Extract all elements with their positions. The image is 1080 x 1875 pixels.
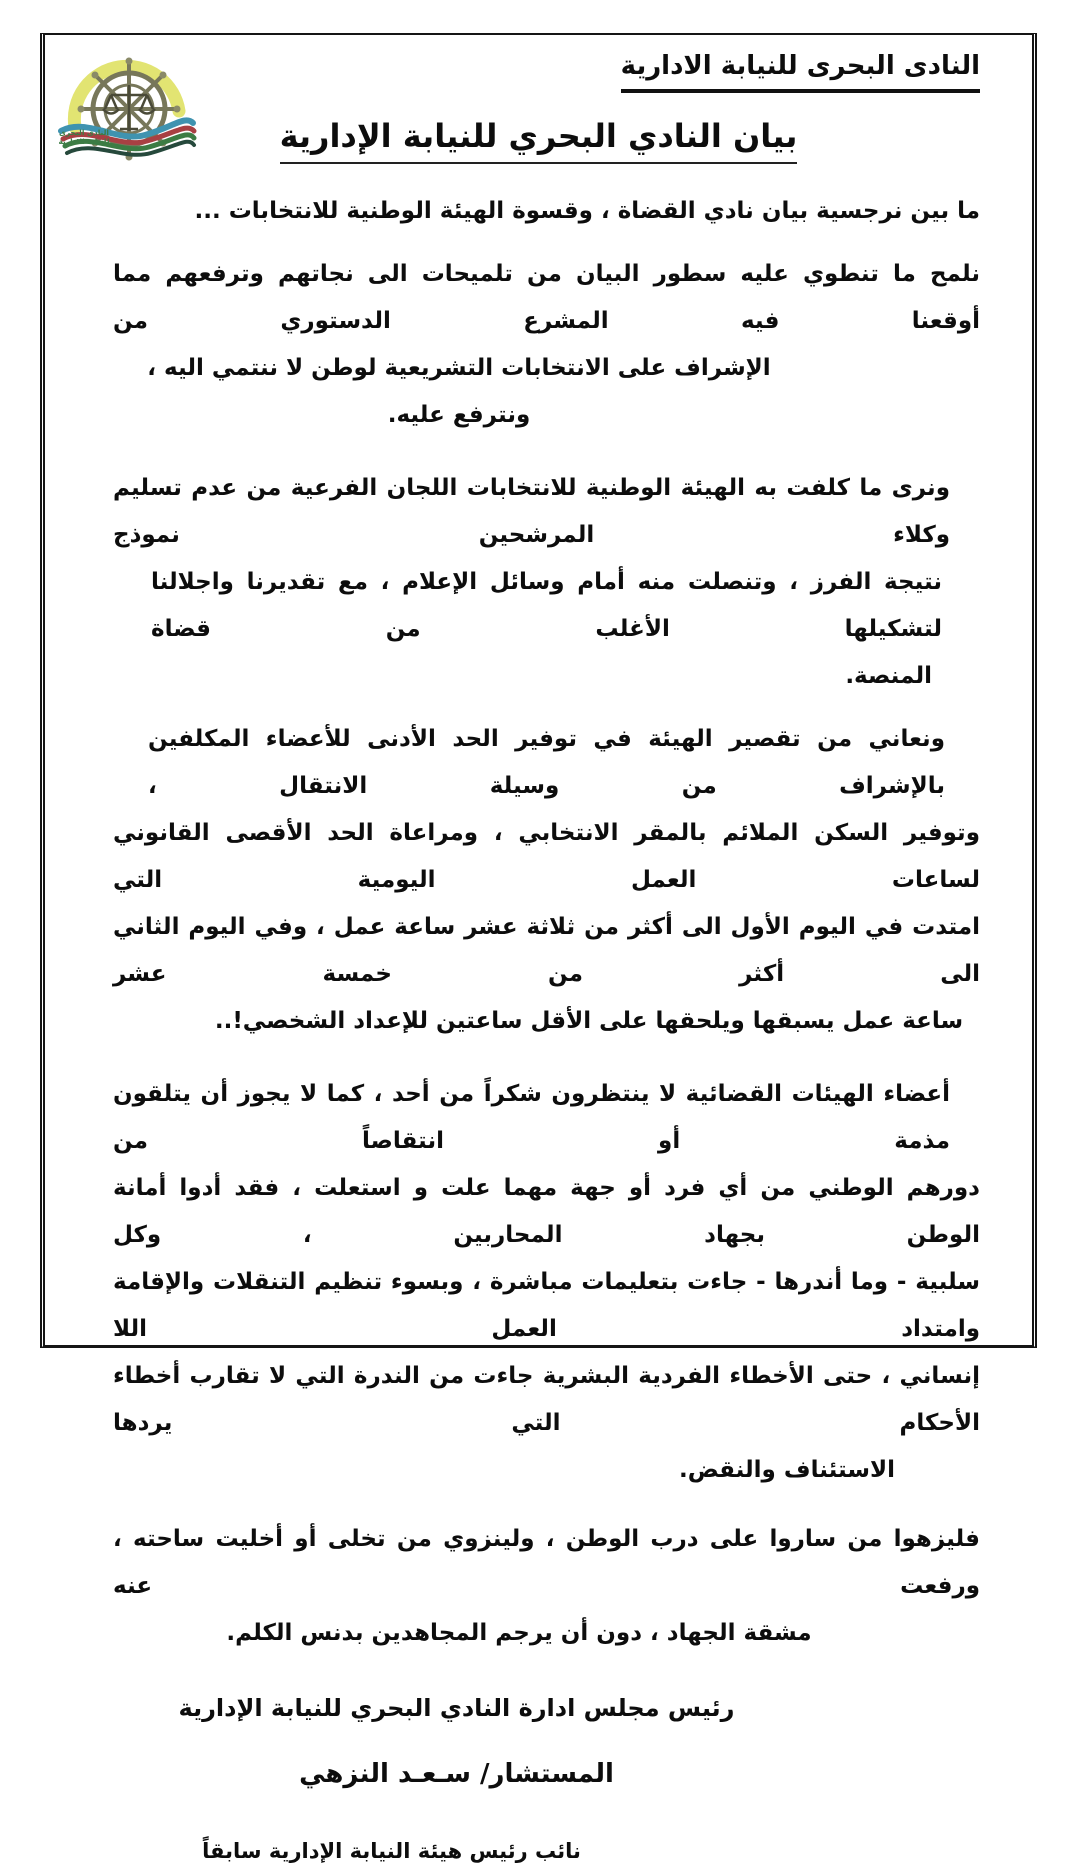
naval-club-emblem bbox=[57, 39, 197, 169]
paragraph-line: فليزهوا من ساروا على درب الوطن ، ولينزوي من تخلى أو أخليت ساحته ، ورفعت عنه bbox=[113, 1526, 980, 1599]
svg-text:النادى البحرى: النادى البحرى bbox=[59, 128, 109, 137]
paragraph-line: الإشراف على الانتخابات التشريعية لوطن لا ننتمي اليه ، ونترفع عليه. bbox=[147, 355, 771, 428]
paragraph-line: نلمح ما تنطوي عليه سطور البيان من تلميحات الى نجاتهم وترفعهم مما أوقعنا فيه المشرع الدستوري من bbox=[113, 261, 980, 334]
paragraph-line: نتيجة الفرز ، وتنصلت منه أمام وسائل الإعلام ، مع تقديرنا واجلالنا لتشكيلها الأغلب من قضاة bbox=[151, 569, 942, 642]
svg-text:للنيابة الادارية: للنيابة الادارية bbox=[58, 137, 110, 146]
paragraph-line: امتدت في اليوم الأول الى أكثر من ثلاثة عشر ساعة عمل ، وفي اليوم الثاني الى أكثر من خمسة عشر bbox=[113, 914, 980, 987]
paragraph-2 bbox=[113, 465, 980, 700]
paragraph-line: دورهم الوطني من أي فرد أو جهة مهما علت و استعلت ، فقد أدوا أمانة الوطن بجهاد المحاربين ، وكل bbox=[113, 1175, 980, 1248]
paragraph-line: أعضاء الهيئات القضائية لا ينتظرون شكراً من أحد ، كما لا يجوز أن يتلقون مذمة أو انتقاصاً من bbox=[113, 1081, 950, 1154]
signer-name: المستشار/ سـعـد النزهي bbox=[299, 1759, 614, 1789]
paragraph-5 bbox=[113, 1516, 980, 1657]
letterhead-club-name: النادى البحرى للنيابة الادارية bbox=[45, 51, 980, 93]
signature-block bbox=[113, 1683, 980, 1875]
paragraph-line: ونرى ما كلفت به الهيئة الوطنية للانتخابات اللجان الفرعية من عدم تسليم وكلاء المرشحين نموذج bbox=[113, 475, 950, 548]
paragraph-line: وتوفير السكن الملائم بالمقر الانتخابي ، ومراعاة الحد الأقصى القانوني لساعات العمل اليومية التي bbox=[113, 820, 980, 893]
paragraph-1 bbox=[113, 251, 980, 439]
signer-former-role: نائب رئيس هيئة النيابة الإدارية سابقاً bbox=[202, 1839, 581, 1863]
paragraph-4 bbox=[113, 1071, 980, 1494]
paragraph-line: ساعة عمل يسبقها ويلحقها على الأقل ساعتين للإعداد الشخصي!.. bbox=[214, 1008, 964, 1034]
paragraph-line: مشقة الجهاد ، دون أن يرجم المجاهدين بدنس الكلم. bbox=[226, 1620, 812, 1646]
paragraph-line: إنساني ، حتى الأخطاء الفردية البشرية جاءت من الندرة التي لا تقارب أخطاء الأحكام التي يردها bbox=[113, 1363, 980, 1436]
intro-line: ما بين نرجسية بيان نادي القضاة ، وقسوة الهيئة الوطنية للانتخابات ... bbox=[194, 198, 980, 224]
paragraph-3 bbox=[113, 716, 980, 1045]
paragraph-line: ونعاني من تقصير الهيئة في توفير الحد الأدنى للأعضاء المكلفين بالإشراف من وسيلة الانتقال ، bbox=[148, 726, 945, 799]
signer-role: رئيس مجلس ادارة النادي البحري للنيابة الإدارية bbox=[178, 1694, 735, 1722]
document-body bbox=[45, 188, 1032, 1875]
page-title: بيان النادي البحري للنيابة الإدارية bbox=[45, 117, 1032, 164]
paragraph-line: الاستئناف والنقض. bbox=[678, 1457, 895, 1483]
document-page bbox=[40, 33, 1037, 1863]
paragraph-line: سلبية - وما أندرها - جاءت بتعليمات مباشرة ، وبسوء تنظيم التنقلات والإقامة وامتداد العمل اللا bbox=[113, 1269, 980, 1342]
paragraph-line: المنصة. bbox=[845, 663, 932, 689]
emblem-small-text bbox=[58, 128, 109, 146]
